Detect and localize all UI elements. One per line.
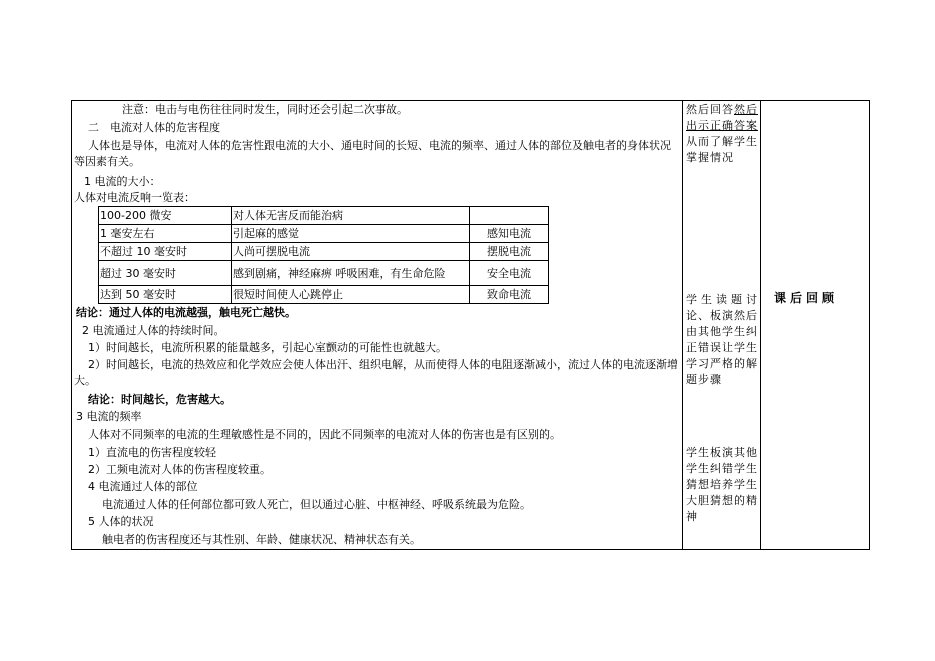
item4-title: 4 电流通过人体的部位 <box>88 480 198 493</box>
current-cell: 超过 30 毫安时 <box>99 261 232 286</box>
item3-description: 人体对不同频率的电流的生理敏感性是不同的，因此不同频率的电流对人体的伤害也是有区别的。 <box>88 428 561 441</box>
note-text: 从而了解学生掌握情况 <box>686 135 758 164</box>
effect-cell: 人尚可摆脱电流 <box>232 243 470 261</box>
category-cell: 摆脱电流 <box>470 243 549 261</box>
section-title: 二 电流对人体的危害程度 <box>88 121 220 134</box>
effect-cell: 很短时间使人心跳停止 <box>232 286 470 304</box>
item4-description: 电流通过人体的任何部位都可致人死亡，但以通过心脏、中枢神经、呼吸系统最为危险。 <box>102 498 531 511</box>
column-divider-2 <box>760 101 761 549</box>
review-label: 课后回顾 <box>774 291 839 305</box>
category-cell: 安全电流 <box>470 261 549 286</box>
lesson-table <box>71 100 870 550</box>
table-row <box>99 261 549 286</box>
table-row <box>99 225 549 243</box>
current-cell: 不超过 10 毫安时 <box>99 243 232 261</box>
effect-cell: 对人体无害反而能治病 <box>232 207 470 225</box>
table-row <box>99 243 549 261</box>
current-response-table <box>98 206 549 304</box>
current-cell: 1 毫安左右 <box>99 225 232 243</box>
teaching-note-1 <box>686 102 758 166</box>
note-text: 注意：电击与电伤往往同时发生，同时还会引起二次事故。 <box>122 103 408 116</box>
conclusion-1: 结论：通过人体的电流越强，触电死亡越快。 <box>76 306 296 319</box>
table-row <box>99 286 549 304</box>
effect-cell: 引起麻的感觉 <box>232 225 470 243</box>
item2-point-1: 1）时间越长，电流所积累的能量越多，引起心室颤动的可能性也就越大。 <box>88 341 447 354</box>
item5-title: 5 人体的状况 <box>88 515 154 528</box>
item3-point-2: 2）工频电流对人体的伤害程度较重。 <box>88 463 271 476</box>
item3-point-1: 1）直流电的伤害程度较轻 <box>88 446 216 459</box>
item5-description: 触电者的伤害程度还与其性别、年龄、健康状况、精神状态有关。 <box>102 533 421 546</box>
category-cell: 致命电流 <box>470 286 549 304</box>
category-cell: 感知电流 <box>470 225 549 243</box>
note-text: 然后回答 <box>686 103 734 116</box>
category-cell <box>470 207 549 225</box>
intro-paragraph: 人体也是导体，电流对人体的危害性跟电流的大小、通电时间的长短、电流的频率、通过人体的部位及触电者的身体状况等因素有关。 <box>74 139 671 168</box>
effect-cell: 感到剧痛，神经麻痹 呼吸困难，有生命危险 <box>232 261 470 286</box>
table-row <box>99 207 549 225</box>
item3-title: 3 电流的频率 <box>76 410 142 423</box>
teaching-note-3: 学生板演其他学生纠错学生猜想培养学生大胆猜想的精神 <box>686 446 758 523</box>
conclusion-2: 结论：时间越长，危害越大。 <box>88 393 231 406</box>
current-cell: 100-200 微安 <box>99 207 232 225</box>
item2-point-2: 2）时间越长，电流的热效应和化学效应会使人体出汗、组织电解，从而使得人体的电阻逐渐减小，流过人体的电流逐渐增大。 <box>74 358 678 387</box>
column-divider-1 <box>682 101 683 549</box>
teaching-note-2: 学生读题讨论、板演然后由其他学生纠正错误让学生学习严格的解题步骤 <box>686 293 758 386</box>
item1-title: 1 电流的大小： <box>84 175 161 188</box>
table-caption: 人体对电流反响一览表： <box>74 191 195 204</box>
current-cell: 达到 50 毫安时 <box>99 286 232 304</box>
item2-title: 2 电流通过人体的持续时间。 <box>82 324 225 337</box>
note-text-underlined: 然后出示正确答案 <box>686 103 758 132</box>
